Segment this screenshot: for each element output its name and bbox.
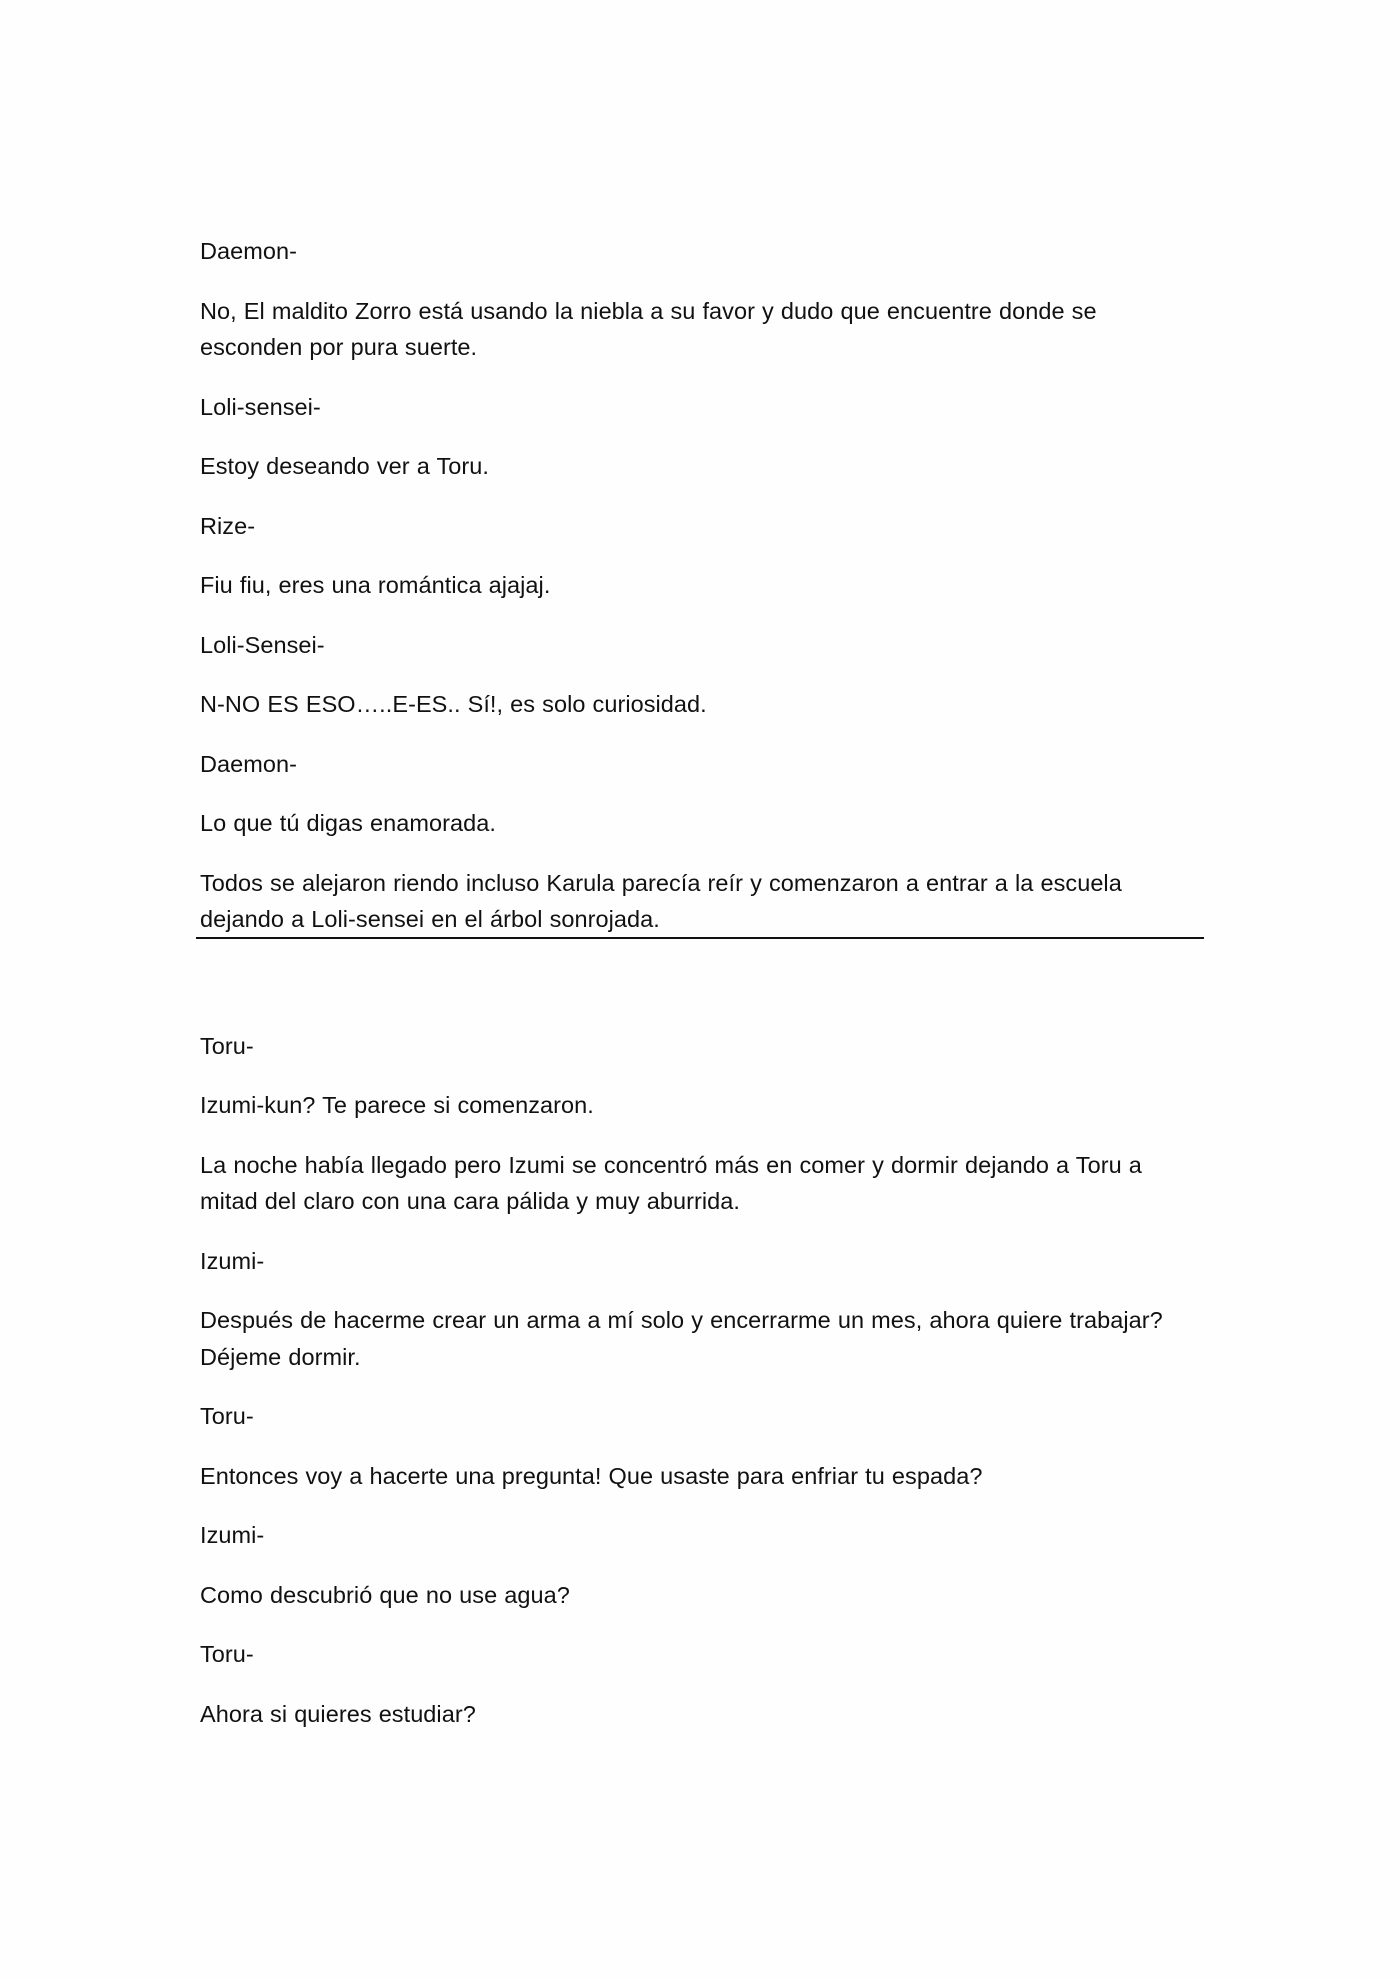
dialogue-line: Ahora si quieres estudiar?: [200, 1700, 476, 1727]
speaker-label: Toru-: [200, 1032, 254, 1059]
narration-paragraph: Todos se alejaron riendo incluso Karula parecía reír y comenzaron a entrar a la escuela dejando a Loli-sensei en el árbol sonrojada.: [200, 869, 1122, 932]
speaker-label: Toru-: [200, 1403, 254, 1429]
speaker-label: Rize-: [200, 512, 256, 539]
document-body: [200, 233, 1205, 1755]
speaker-label: Izumi-: [200, 1247, 265, 1274]
speaker-label: Daemon-: [200, 750, 298, 777]
dialogue-line: Entonces voy a hacerte una pregunta! Que usaste para enfriar tu espada?: [200, 1462, 983, 1489]
dialogue-line: No, El maldito Zorro está usando la niebla a su favor y dudo que encuentre donde se esconden por pura suerte.: [200, 297, 1097, 360]
dialogue-line: Lo que tú digas enamorada.: [200, 810, 496, 836]
section-spacer: [200, 939, 1205, 1028]
dialogue-line: Después de hacerme crear un arma a mí solo y encerrarme un mes, ahora quiere trabajar? Déjeme dormir.: [200, 1307, 1163, 1370]
dialogue-line: Fiu fiu, eres una romántica ajajaj.: [200, 572, 551, 598]
speaker-label: Loli-sensei-: [200, 393, 321, 420]
dialogue-line: Izumi-kun? Te parece si comenzaron.: [200, 1092, 594, 1118]
speaker-label: Izumi-: [200, 1522, 265, 1548]
speaker-label: Toru-: [200, 1641, 254, 1667]
dialogue-line: N-NO ES ESO…..E-ES.. Sí!, es solo curiosidad.: [200, 691, 707, 717]
speaker-label: Daemon-: [200, 238, 298, 264]
speaker-label: Loli-Sensei-: [200, 631, 325, 658]
dialogue-line: Estoy deseando ver a Toru.: [200, 453, 489, 479]
dialogue-line: Como descubrió que no use agua?: [200, 1581, 570, 1608]
narration-paragraph: La noche había llegado pero Izumi se concentró más en comer y dormir dejando a Toru a mitad del claro con una cara pálida y muy aburrida.: [200, 1151, 1142, 1214]
